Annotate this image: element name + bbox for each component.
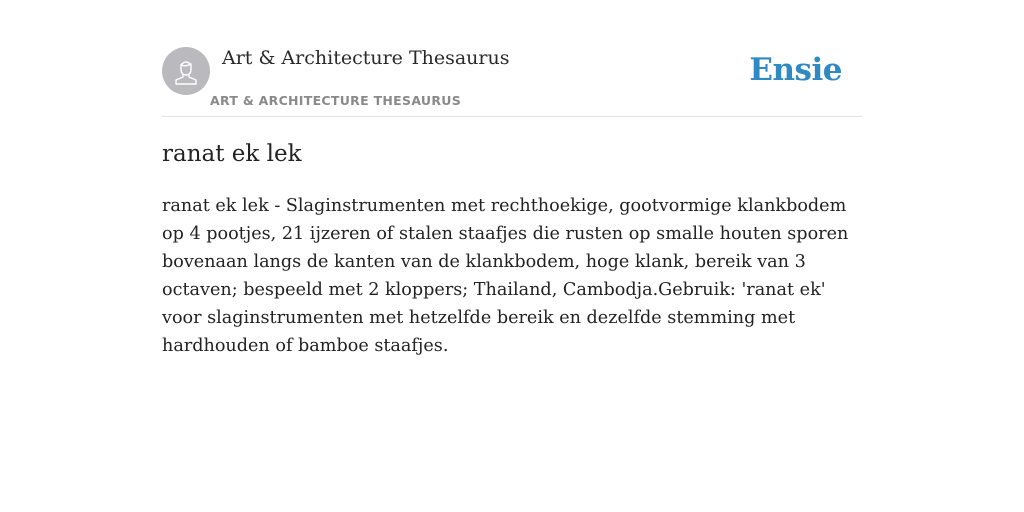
avatar[interactable] (162, 47, 210, 95)
source-header (162, 46, 862, 117)
user-placeholder-icon (172, 56, 200, 86)
entry-term: ranat ek lek (162, 141, 302, 167)
source-title[interactable]: Art & Architecture Thesaurus (222, 47, 510, 69)
entry-definition: ranat ek lek - Slaginstrumenten met rechthoekige, gootvormige klankbodem op 4 pootjes, 21 ijzeren of stalen staafjes die rusten op smalle houten sporen bovenaan langs de kanten van de klankbodem, hoge klank, bereik van 3 octaven; bespeeld met 2 kloppers; Thailand, Cambodja.Gebruik: 'ranat ek' voor slaginstrumenten met hetzelfde bereik en dezelfde stemming met hardhouden of bamboe staafjes. (162, 196, 849, 356)
brand-logo[interactable]: Ensie (749, 52, 842, 88)
source-caption: ART & ARCHITECTURE THESAURUS (210, 93, 462, 108)
